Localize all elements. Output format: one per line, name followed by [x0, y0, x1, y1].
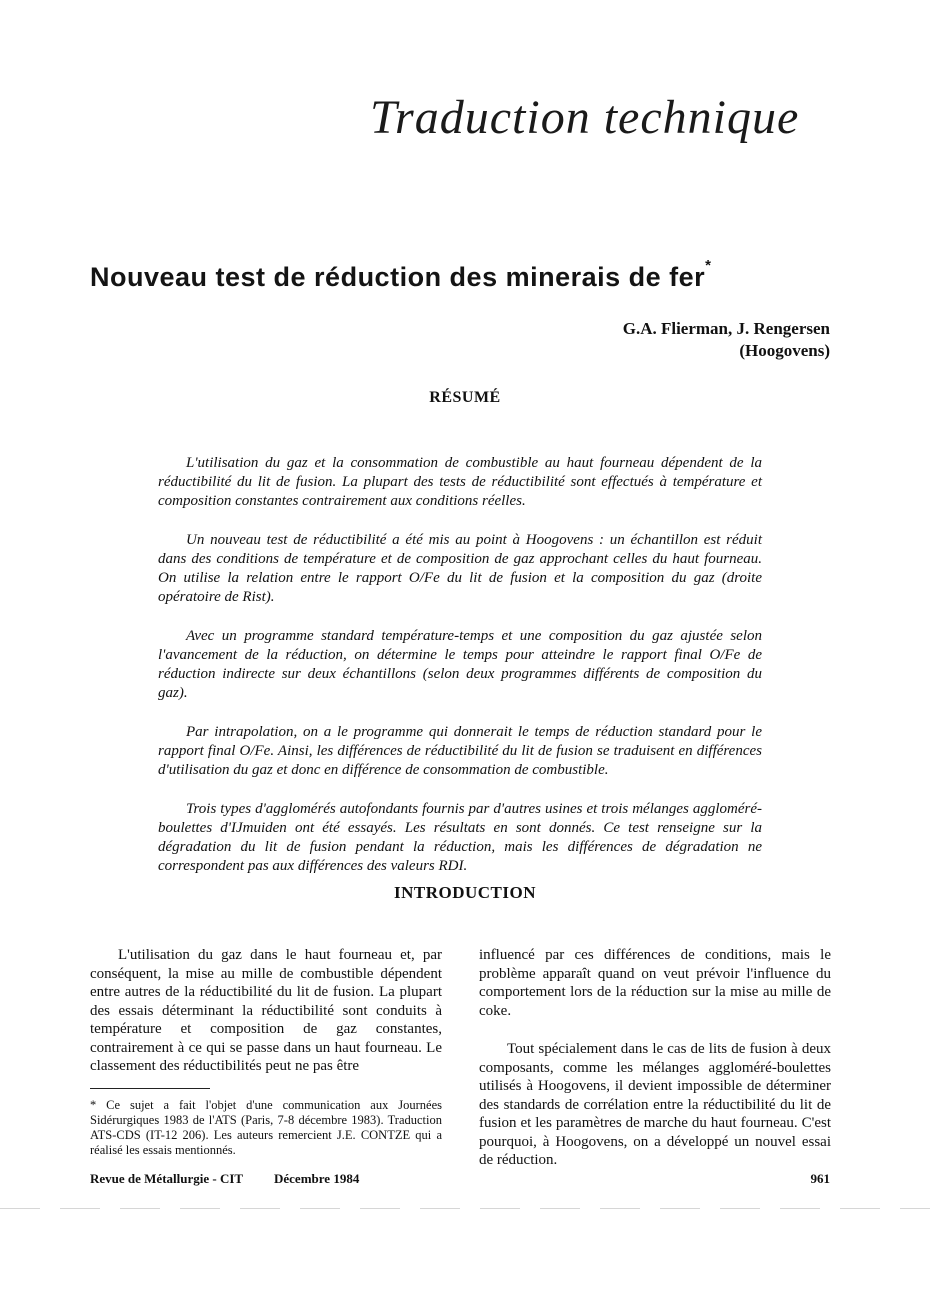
article-title [90, 257, 712, 293]
section-title: Traduction technique [370, 91, 800, 144]
resume-heading: RÉSUMÉ [429, 389, 501, 406]
body-paragraph: Tout spécialement dans le cas de lits de fusion à deux composants, comme les mélanges aggloméré-boulettes utilisés à Hoogovens, il devient impossible de déterminer des standards de corrélation entre la réductibilité du lit de fusion et les paramètres de marche du haut fourneau. C'est pourquoi, à Hoogovens, on a développé un nouvel essai de réduction. [479, 1041, 831, 1168]
footer-journal-name: Revue de Métallurgie - CIT [90, 1171, 244, 1186]
authors-block [623, 318, 830, 362]
abstract [158, 454, 762, 896]
body-paragraph: influencé par ces différences de conditions, mais le problème apparaît quand on veut prévoir l'influence du comportement lors de la réduction sur la mise au mille de coke. [479, 947, 831, 1019]
body-column-right [479, 946, 831, 1170]
footnote-marker: * [705, 257, 712, 274]
author-affiliation: (Hoogovens) [739, 341, 830, 360]
abstract-paragraph: L'utilisation du gaz et la consommation de combustible au haut fourneau dépendent de la réductibilité du lit de fusion. La plupart des tests de réductibilité sont effectués à température et composition constantes contrairement aux conditions réelles. [158, 455, 762, 509]
body-column-left [90, 946, 442, 1076]
abstract-paragraph: Par intrapolation, on a le programme qui donnerait le temps de réduction standard pour le rapport final O/Fe. Ainsi, les différences de réductibilité du lit de fusion se traduisent en différences d'utilisation du gaz et donc en différence de consommation de combustible. [158, 724, 762, 778]
footnote: * Ce sujet a fait l'objet d'une communication aux Journées Sidérurgiques 1983 de l'ATS (Paris, 7-8 décembre 1983). Traduction ATS-CDS (IT-12 206). Les auteurs remercient J.E. CONTZE qui a réalisé les essais mentionnés. [90, 1098, 442, 1157]
footnote-divider [90, 1088, 210, 1089]
footer-issue-date: Décembre 1984 [274, 1171, 360, 1186]
article-title-text: Nouveau test de réduction des minerais de fer [90, 262, 706, 292]
abstract-paragraph: Un nouveau test de réductibilité a été mis au point à Hoogovens : un échantillon est réduit dans des conditions de température et de composition de gaz approchant celles du haut fourneau. On utilise la relation entre le rapport O/Fe du lit de fusion et la composition du gaz (droite opératoire de Rist). [158, 532, 762, 605]
abstract-paragraph: Avec un programme standard température-temps et une composition du gaz ajustée selon l'avancement de la réduction, on détermine le temps pour atteindre le rapport final O/Fe de réduction indirecte sur deux échantillons (selon deux programmes différents de composition du gaz). [158, 628, 762, 701]
scan-artifact-line [0, 1208, 930, 1209]
author-names: G.A. Flierman, J. Rengersen [622, 319, 830, 338]
body-paragraph: L'utilisation du gaz dans le haut fourneau et, par conséquent, la mise au mille de combustible dépendent entre autres de la réductibilité du lit de fusion. La plupart des essais déterminant la réductibilité sont conduits à température et composition de gaz constantes, contrairement à ce qui se passe dans un haut fourneau. Le classement des réductibilités peut ne pas être [90, 947, 442, 1074]
abstract-paragraph: Trois types d'agglomérés autofondants fournis par d'autres usines et trois mélanges aggloméré-boulettes d'IJmuiden ont été essayés. Les résultats en sont donnés. Ce test renseigne sur la dégradation du lit de fusion pendant la réduction, mais les différences de dégradation ne correspondent pas aux différences des valeurs RDI. [158, 801, 762, 874]
page-number: 961 [810, 1171, 830, 1186]
introduction-heading: INTRODUCTION [393, 883, 537, 902]
